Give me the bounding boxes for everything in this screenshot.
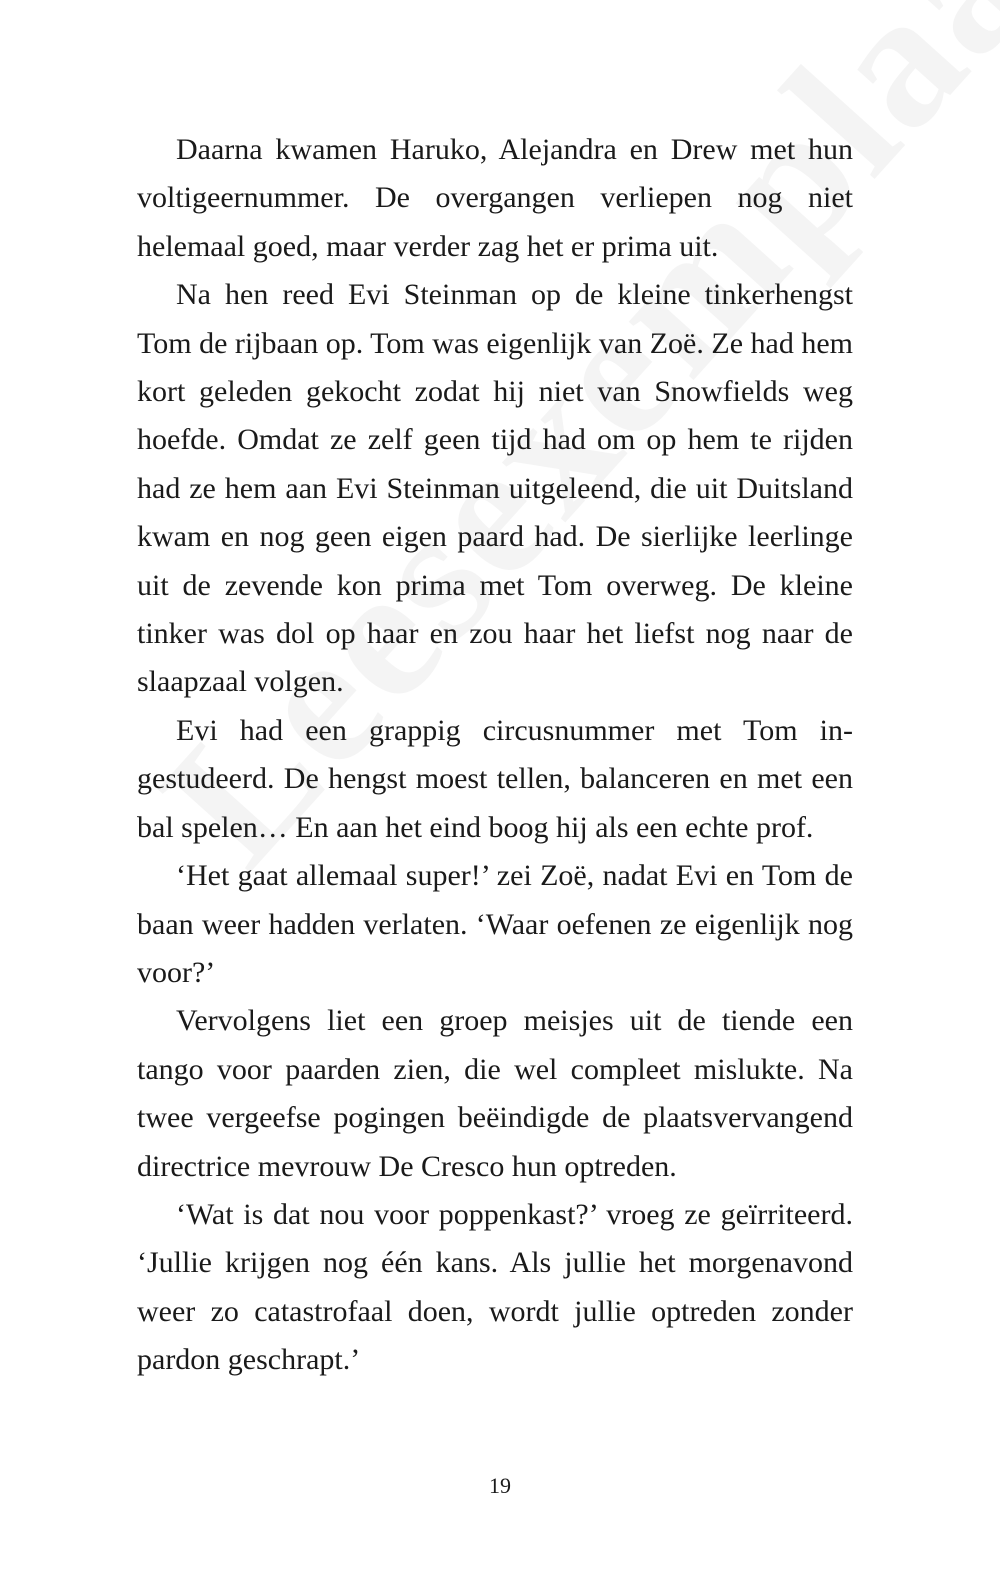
- page-number: 19: [489, 1473, 511, 1498]
- paragraph-4: ‘Het gaat allemaal super!’ zei Zoë, nadat Evi en Tom de baan weer hadden verlaten. ‘Waar oefenen ze eigenlijk nog voor?’: [137, 859, 853, 989]
- paragraph-6: ‘Wat is dat nou voor poppenkast?’ vroeg ze geïrriteerd. ‘Jullie krijgen nog één kans. Als jullie het morgenavond weer zo catastrofaal doen, wordt jullie optreden zonder pardon geschrapt.’: [137, 1197, 853, 1377]
- body-text: [137, 126, 853, 1385]
- paragraph-2: Na hen reed Evi Steinman op de kleine tinkerhengst Tom de rijbaan op. Tom was eigenlijk van Zoë. Ze had hem kort geleden gekocht zodat hij niet van Snowfields weg hoefde. Omdat ze zelf geen tijd had om op hem te rijden had ze hem aan Evi Steinman uitgeleend, die uit Duitsland kwam en nog geen eigen paard had. De sierlijke leerlinge uit de zevende kon prima met Tom overweg. De kleine tinker was dol op haar en zou haar het liefst nog naar de slaapzaal volgen.: [137, 278, 853, 699]
- paragraph-3: Evi had een grappig circusnummer met Tom ingestudeerd. De hengst moest tellen, balanceren en met een bal spelen… En aan het eind boog hij als een echte prof.: [137, 713, 853, 844]
- paragraph-5: Vervolgens liet een groep meisjes uit de tiende een tango voor paarden zien, die wel compleet mislukte. Na twee vergeefse pogingen beëindigde de plaatsvervangend directrice mevrouw De Cresco hun optreden.: [137, 1004, 853, 1183]
- paragraph-1: Daarna kwamen Haruko, Alejandra en Drew met hun voltigeernummer. De overgangen verliepen nog niet helemaal goed, maar verder zag het er prima uit.: [137, 133, 853, 263]
